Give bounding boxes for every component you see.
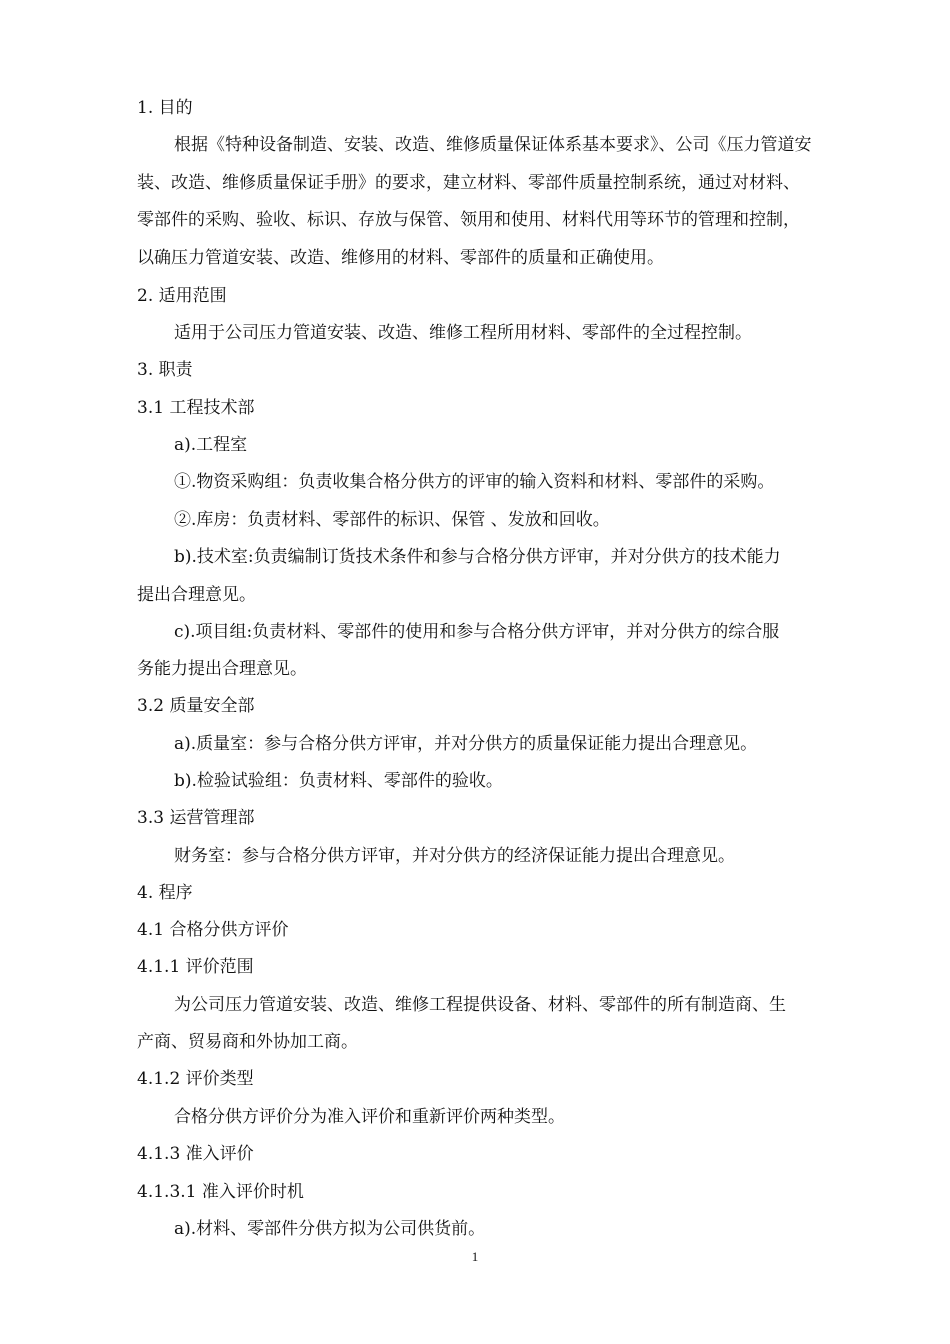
list-item: a).材料、零部件分供方拟为公司供货前。 [174, 1219, 486, 1239]
list-item: a).质量室：参与合格分供方评审，并对分供方的质量保证能力提出合理意见。 [174, 734, 758, 754]
subsection-heading: 4.1.3 准入评价 [137, 1144, 254, 1164]
list-item: ②.库房：负责材料、零部件的标识、保管 、发放和回收。 [174, 510, 610, 530]
subsection-heading: 4.1.3.1 准入评价时机 [137, 1182, 304, 1202]
paragraph-line: 为公司压力管道安装、改造、维修工程提供设备、材料、零部件的所有制造商、生 [174, 995, 786, 1015]
paragraph-line: 装、改造、维修质量保证手册》的要求，建立材料、零部件质量控制系统，通过对材料、 [137, 173, 800, 193]
paragraph-line: 合格分供方评价分为准入评价和重新评价两种类型。 [174, 1107, 565, 1127]
subsection-heading: 3.2 质量安全部 [137, 696, 255, 716]
paragraph-line: 提出合理意见。 [137, 585, 256, 605]
paragraph-line: 根据《特种设备制造、安装、改造、维修质量保证体系基本要求》、公司《压力管道安 [174, 135, 812, 155]
list-item: a).工程室 [174, 435, 248, 455]
paragraph-line: 产商、贸易商和外协加工商。 [137, 1032, 358, 1052]
subsection-heading: 3.3 运营管理部 [137, 808, 255, 828]
list-item: ①.物资采购组：负责收集合格分供方的评审的输入资料和材料、零部件的采购。 [174, 472, 775, 492]
page-number: 1 [471, 1249, 479, 1264]
subsection-heading: 4.1.2 评价类型 [137, 1069, 254, 1089]
paragraph-line: 以确压力管道安装、改造、维修用的材料、零部件的质量和正确使用。 [137, 248, 664, 268]
paragraph-line: 财务室：参与合格分供方评审，并对分供方的经济保证能力提出合理意见。 [174, 846, 735, 866]
section-heading-procedure: 4. 程序 [137, 883, 193, 903]
list-item: b).检验试验组：负责材料、零部件的验收。 [174, 771, 503, 791]
list-item: b).技术室:负责编制订货技术条件和参与合格分供方评审，并对分供方的技术能力 [174, 547, 781, 567]
section-heading-scope: 2. 适用范围 [137, 286, 227, 306]
list-item: c).项目组:负责材料、零部件的使用和参与合格分供方评审，并对分供方的综合服 [174, 622, 780, 642]
section-heading-responsibilities: 3. 职责 [137, 360, 193, 380]
subsection-heading: 4.1 合格分供方评价 [137, 920, 289, 940]
section-heading-purpose: 1. 目的 [137, 98, 193, 118]
paragraph-line: 适用于公司压力管道安装、改造、维修工程所用材料、零部件的全过程控制。 [174, 323, 752, 343]
subsection-heading: 4.1.1 评价范围 [137, 957, 254, 977]
paragraph-line: 务能力提出合理意见。 [137, 659, 307, 679]
paragraph-line: 零部件的采购、验收、标识、存放与保管、领用和使用、材料代用等环节的管理和控制， [137, 210, 800, 230]
subsection-heading: 3.1 工程技术部 [137, 398, 255, 418]
